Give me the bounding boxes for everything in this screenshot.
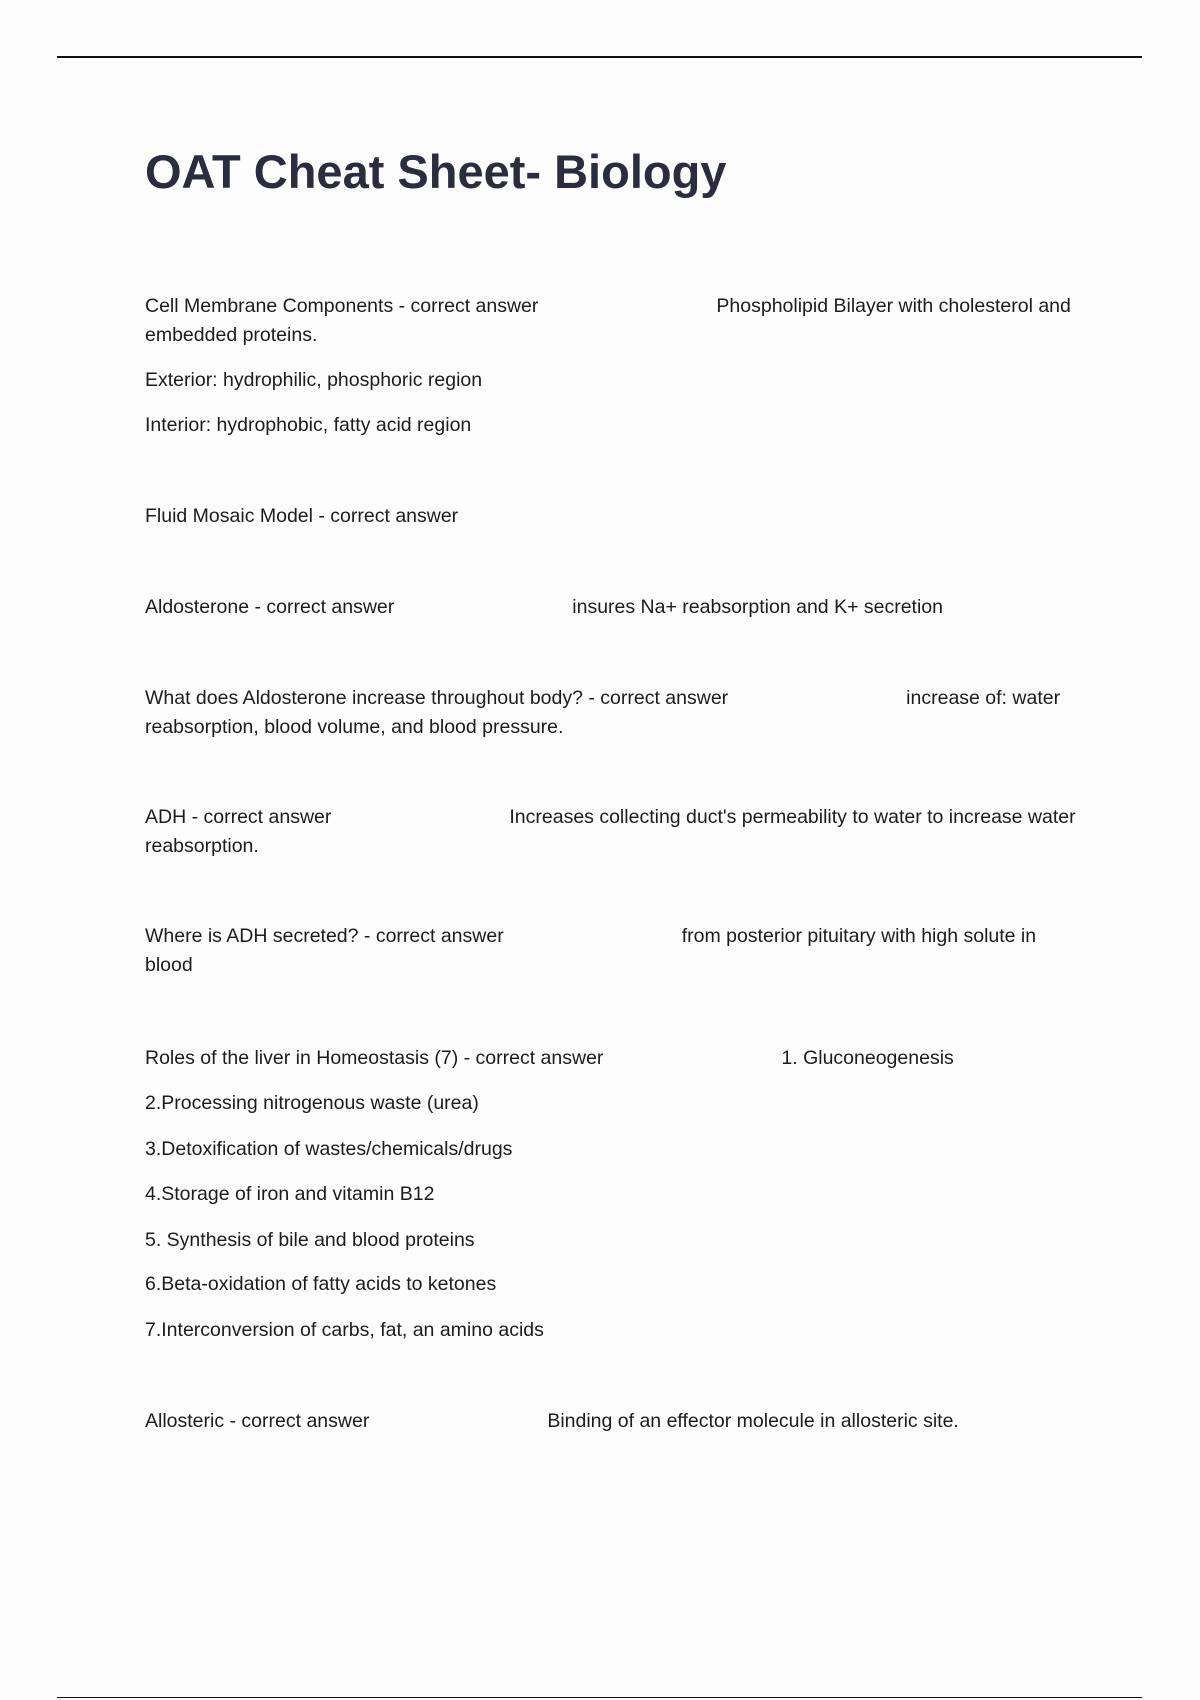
- list-item: 2.Processing nitrogenous waste (urea): [145, 1092, 479, 1114]
- entry-answer: Increases collecting duct's permeability to water to increase water reabsorption.: [145, 806, 1076, 857]
- entry-term: What does Aldosterone increase throughout body? - correct answer: [145, 687, 729, 709]
- list-item: 3.Detoxification of wastes/chemicals/drugs: [145, 1138, 513, 1160]
- entry-fluid-mosaic: [145, 502, 1080, 531]
- entry-answer: Binding of an effector molecule in allosteric site.: [547, 1410, 959, 1432]
- page-title: OAT Cheat Sheet- Biology: [145, 145, 727, 198]
- entry-adh: [145, 803, 1080, 861]
- entry-allosteric: [145, 1407, 1080, 1436]
- entry-term: Roles of the liver in Homeostasis (7) - correct answer: [145, 1047, 604, 1069]
- entry-answer: insures Na+ reabsorption and K+ secretion: [572, 596, 944, 618]
- entry-liver-roles: [145, 1044, 1080, 1073]
- list-item: 5. Synthesis of bile and blood proteins: [145, 1229, 475, 1251]
- entry-term: Allosteric - correct answer: [145, 1410, 370, 1432]
- entry-term: ADH - correct answer: [145, 806, 332, 828]
- entry-term: Where is ADH secreted? - correct answer: [145, 925, 504, 947]
- entry-answer: 1. Gluconeogenesis: [781, 1047, 954, 1069]
- top-rule: [57, 56, 1142, 58]
- list-item: 7.Interconversion of carbs, fat, an amino acids: [145, 1319, 544, 1341]
- entry-extra-line: Exterior: hydrophilic, phosphoric region: [145, 369, 483, 391]
- entry-cell-membrane: [145, 292, 1080, 350]
- entry-answer: from posterior pituitary with high solute in blood: [145, 925, 1037, 976]
- entry-aldosterone-increase: [145, 684, 1080, 742]
- entry-answer: Phospholipid Bilayer with cholesterol and embedded proteins.: [145, 295, 1071, 346]
- entry-aldosterone: [145, 593, 1080, 622]
- list-item: 4.Storage of iron and vitamin B12: [145, 1183, 435, 1205]
- entry-term: Fluid Mosaic Model - correct answer: [145, 505, 459, 527]
- entry-term: Cell Membrane Components - correct answer: [145, 295, 539, 317]
- bottom-rule: [57, 1697, 1142, 1698]
- list-item: 6.Beta-oxidation of fatty acids to ketones: [145, 1273, 497, 1295]
- entry-term: Aldosterone - correct answer: [145, 596, 395, 618]
- entry-adh-secreted: [145, 922, 1080, 980]
- entry-answer: increase of: water reabsorption, blood volume, and blood pressure.: [145, 687, 1061, 738]
- entry-extra-line: Interior: hydrophobic, fatty acid region: [145, 414, 472, 436]
